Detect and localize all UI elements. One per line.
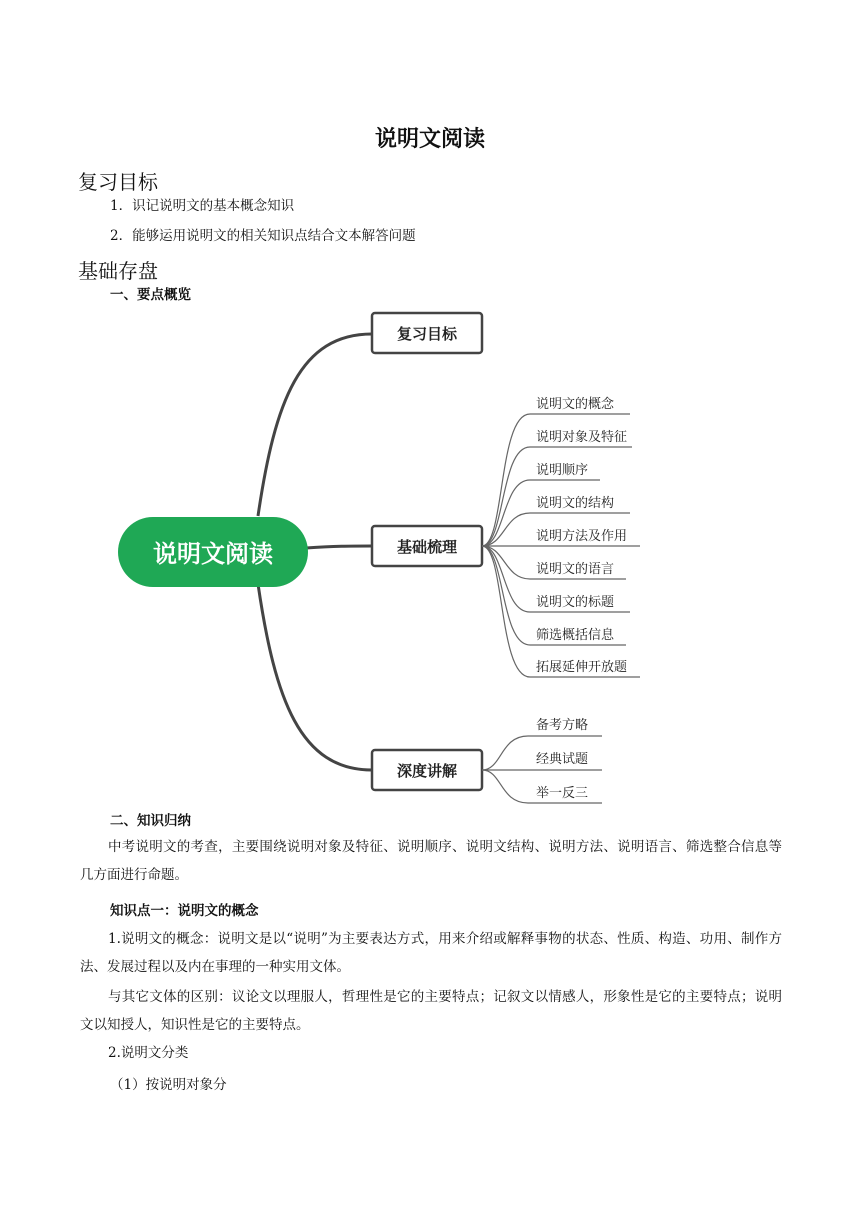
section-heading-basics: 基础存盘: [78, 259, 158, 283]
leaf-methods: 说明方法及作用: [536, 529, 628, 544]
classification-by-object: （1）按说明对象分: [110, 1077, 227, 1093]
leaf-order: 说明顺序: [536, 463, 589, 478]
leaf-object-features: 说明对象及特征: [536, 430, 628, 445]
branch-label-basics: 基础梳理: [396, 538, 458, 556]
concept-paragraph: 1.说明文的概念：说明文是以“说明”为主要表达方式，用来介绍或解释事物的状态、性质、构造、功用、制作方法、发展过程以及内在事理的一种实用文体。: [80, 931, 782, 975]
mind-map: [0, 296, 860, 816]
mind-map-branch-2: [372, 526, 482, 566]
comparison-paragraph: 与其它文体的区别：议论文以理服人，哲理性是它的主要特点；记叙文以情感人，形象性是它的主要特点；说明文以知授人，知识性是它的主要特点。: [80, 989, 782, 1033]
goal-item-1: 1．识记说明文的基本概念知识: [110, 198, 295, 214]
mind-map-branch-1: [372, 313, 482, 353]
leaf-exam-strategy: 备考方略: [536, 718, 589, 733]
classification-heading: 2.说明文分类: [108, 1045, 189, 1061]
leaf-practice: 举一反三: [536, 786, 589, 801]
branch-3-leaves: [536, 717, 588, 801]
leaf-info-summary: 筛选概括信息: [536, 628, 615, 643]
branch-label-review-goals: 复习目标: [396, 325, 458, 343]
mind-map-root-node: [118, 517, 308, 587]
knowledge-point-1-heading: 知识点一：说明文的概念: [110, 903, 259, 919]
goal-item-2: 2．能够运用说明文的相关知识点结合文本解答问题: [110, 228, 416, 244]
leaf-open-questions: 拓展延伸开放题: [536, 660, 628, 675]
leaf-classic-questions: 经典试题: [536, 752, 589, 767]
mind-map-branch-3: [372, 750, 482, 790]
leaf-title: 说明文的标题: [536, 595, 615, 610]
subheading-overview: 一、要点概览: [110, 287, 191, 303]
branch-label-deep-dive: 深度讲解: [396, 762, 458, 780]
intro-paragraph: 中考说明文的考查，主要围绕说明对象及特征、说明顺序、说明文结构、说明方法、说明语言、筛选整合信息等几方面进行命题。: [80, 839, 782, 883]
leaf-language: 说明文的语言: [536, 562, 615, 577]
mind-map-root-label: 说明文阅读: [153, 540, 273, 568]
subheading-knowledge: 二、知识归纳: [110, 813, 191, 829]
page-title: 说明文阅读: [374, 126, 485, 152]
branch-2-leaves: [536, 396, 627, 675]
leaf-structure: 说明文的结构: [536, 496, 615, 511]
leaf-concept: 说明文的概念: [536, 397, 615, 412]
section-heading-review-goals: 复习目标: [78, 170, 158, 194]
